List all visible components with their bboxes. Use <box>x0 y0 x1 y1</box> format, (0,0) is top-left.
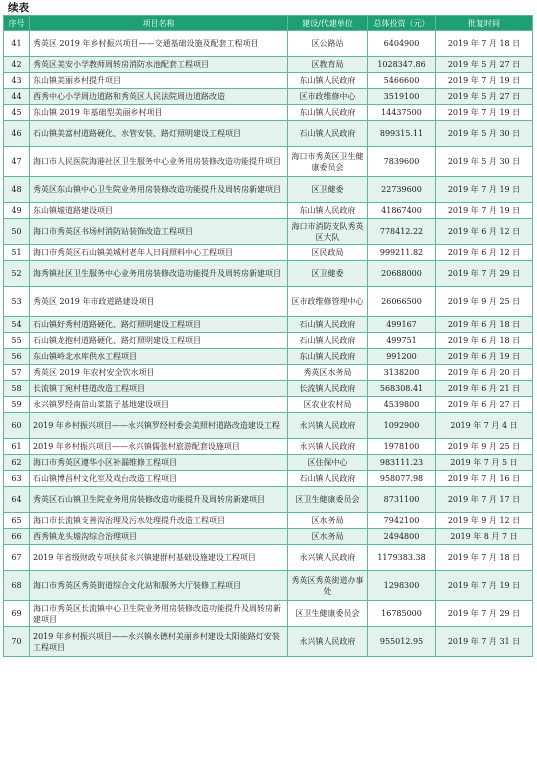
cell-unit: 永兴镇人民政府 <box>288 627 368 657</box>
cell-index: 53 <box>4 287 30 317</box>
header-project-name: 项目名称 <box>30 16 288 31</box>
cell-index: 55 <box>4 333 30 349</box>
cell-investment: 3519100 <box>368 89 436 105</box>
cell-approval-date: 2019 年 6 月 18 日 <box>436 317 533 333</box>
table-row <box>4 397 533 413</box>
cell-unit: 区民政局 <box>288 245 368 261</box>
header-row <box>4 16 533 31</box>
cell-index: 54 <box>4 317 30 333</box>
table-row <box>4 529 533 545</box>
cell-project-name: 海口市长流镇支善沟治理及污水处理提升改造工程项目 <box>30 513 288 529</box>
table-row <box>4 349 533 365</box>
cell-index: 62 <box>4 455 30 471</box>
cell-project-name: 西秀镇龙头墟沟综合治理项目 <box>30 529 288 545</box>
cell-project-name: 西秀中心小学周边道路和秀英区人民法院周边道路改造 <box>30 89 288 105</box>
cell-unit: 区卫生健康委员会 <box>288 601 368 627</box>
cell-project-name: 2019 年乡村振兴项目——永兴镇儒张村旅游配套设施项目 <box>30 439 288 455</box>
table-row <box>4 245 533 261</box>
cell-approval-date: 2019 年 7 月 4 日 <box>436 413 533 439</box>
cell-index: 56 <box>4 349 30 365</box>
cell-index: 49 <box>4 203 30 219</box>
table-body <box>4 31 533 657</box>
table-row <box>4 571 533 601</box>
cell-unit: 永兴镇人民政府 <box>288 545 368 571</box>
table-row <box>4 287 533 317</box>
cell-approval-date: 2019 年 6 月 27 日 <box>436 397 533 413</box>
cell-unit: 东山镇人民政府 <box>288 203 368 219</box>
cell-project-name: 东山镇美丽乡村提升项目 <box>30 73 288 89</box>
cell-project-name: 石山镇美富村道路硬化、水管安装、路灯照明建设工程项目 <box>30 121 288 147</box>
cell-investment: 2494800 <box>368 529 436 545</box>
cell-investment: 958077.98 <box>368 471 436 487</box>
table-row <box>4 513 533 529</box>
cell-investment: 778412.22 <box>368 219 436 245</box>
cell-project-name: 永兴镇罗经南苗山菜篮子基地建设项目 <box>30 397 288 413</box>
cell-approval-date: 2019 年 8 月 7 日 <box>436 529 533 545</box>
cell-project-name: 海口市秀英区秀英街道综合文化站和服务大厅装修工程项目 <box>30 571 288 601</box>
cell-unit: 石山镇人民政府 <box>288 317 368 333</box>
continued-table-title: 续表 <box>8 2 29 14</box>
cell-approval-date: 2019 年 7 月 16 日 <box>436 471 533 487</box>
cell-investment: 568308.41 <box>368 381 436 397</box>
cell-investment: 16785000 <box>368 601 436 627</box>
cell-unit: 区教育局 <box>288 57 368 73</box>
cell-project-name: 海口市秀英区书场村消防站装饰改造工程项目 <box>30 219 288 245</box>
cell-project-name: 秀英区东山镇中心卫生院业务用房装修改造功能提升及周转房新建项目 <box>30 177 288 203</box>
cell-project-name: 石山镇好秀村道路硬化、路灯照明建设工程项目 <box>30 317 288 333</box>
cell-project-name: 长流镇丁宛村巷道改造工程项目 <box>30 381 288 397</box>
cell-investment: 999211.82 <box>368 245 436 261</box>
cell-unit: 区公路站 <box>288 31 368 57</box>
table-row <box>4 413 533 439</box>
cell-approval-date: 2019 年 7 月 19 日 <box>436 203 533 219</box>
cell-index: 64 <box>4 487 30 513</box>
cell-unit: 区卫健委 <box>288 177 368 203</box>
cell-project-name: 海口市秀英区长流镇中心卫生院业务用房装修改造功能提升及周转房新建项目 <box>30 601 288 627</box>
table-row <box>4 471 533 487</box>
cell-unit: 永兴镇人民政府 <box>288 413 368 439</box>
cell-index: 67 <box>4 545 30 571</box>
cell-investment: 1298300 <box>368 571 436 601</box>
table-row <box>4 381 533 397</box>
table-row <box>4 439 533 455</box>
cell-approval-date: 2019 年 9 月 25 日 <box>436 439 533 455</box>
cell-approval-date: 2019 年 6 月 12 日 <box>436 245 533 261</box>
cell-index: 47 <box>4 147 30 177</box>
cell-approval-date: 2019 年 6 月 21 日 <box>436 381 533 397</box>
cell-project-name: 石山镇博昌村文化室及戏台改造工程项目 <box>30 471 288 487</box>
cell-index: 44 <box>4 89 30 105</box>
cell-unit: 区卫健委 <box>288 261 368 287</box>
table-row <box>4 89 533 105</box>
cell-index: 46 <box>4 121 30 147</box>
cell-unit: 秀英区秀英街道办事处 <box>288 571 368 601</box>
project-table <box>3 15 533 657</box>
table-row <box>4 57 533 73</box>
cell-unit: 东山镇人民政府 <box>288 349 368 365</box>
cell-project-name: 秀英区 2019 年农村安全饮水项目 <box>30 365 288 381</box>
table-row <box>4 147 533 177</box>
cell-investment: 499751 <box>368 333 436 349</box>
cell-unit: 石山镇人民政府 <box>288 471 368 487</box>
cell-investment: 991200 <box>368 349 436 365</box>
cell-investment: 955012.95 <box>368 627 436 657</box>
cell-index: 48 <box>4 177 30 203</box>
cell-approval-date: 2019 年 6 月 20 日 <box>436 365 533 381</box>
cell-approval-date: 2019 年 7 月 29 日 <box>436 261 533 287</box>
cell-investment: 20688000 <box>368 261 436 287</box>
cell-project-name: 2019 年乡村振兴项目——永兴镇罗经村委会美照村道路改造建设工程 <box>30 413 288 439</box>
cell-project-name: 秀英区 2019 年乡村振兴项目——交通基础设施及配套工程项目 <box>30 31 288 57</box>
cell-investment: 41867400 <box>368 203 436 219</box>
cell-project-name: 秀英区美安小学教师周转房消防水池配套工程项目 <box>30 57 288 73</box>
cell-unit: 区住保中心 <box>288 455 368 471</box>
cell-unit: 东山镇人民政府 <box>288 105 368 121</box>
cell-investment: 22739600 <box>368 177 436 203</box>
table-header <box>4 16 533 31</box>
table-row <box>4 203 533 219</box>
cell-unit: 石山镇人民政府 <box>288 333 368 349</box>
cell-unit: 海口市秀英区卫生健康委员会 <box>288 147 368 177</box>
cell-project-name: 东山镇 2019 年基础型美丽乡村项目 <box>30 105 288 121</box>
cell-index: 42 <box>4 57 30 73</box>
header-investment: 总体投资（元） <box>368 16 436 31</box>
cell-approval-date: 2019 年 7 月 19 日 <box>436 105 533 121</box>
table-row <box>4 601 533 627</box>
cell-unit: 长流镇人民政府 <box>288 381 368 397</box>
cell-approval-date: 2019 年 6 月 18 日 <box>436 333 533 349</box>
cell-investment: 7942100 <box>368 513 436 529</box>
cell-approval-date: 2019 年 7 月 19 日 <box>436 177 533 203</box>
cell-approval-date: 2019 年 7 月 19 日 <box>436 571 533 601</box>
table-row <box>4 121 533 147</box>
header-unit: 建设/代建单位 <box>288 16 368 31</box>
cell-index: 65 <box>4 513 30 529</box>
table-row <box>4 73 533 89</box>
cell-unit: 海口市消防支队秀英区大队 <box>288 219 368 245</box>
table-row <box>4 627 533 657</box>
table-row <box>4 31 533 57</box>
cell-project-name: 2019 年乡村振兴项目——永兴镇永德村美丽乡村建设太阳能路灯安装工程项目 <box>30 627 288 657</box>
cell-index: 68 <box>4 571 30 601</box>
cell-investment: 3138200 <box>368 365 436 381</box>
cell-unit: 区市政维修中心 <box>288 89 368 105</box>
cell-unit: 区水务局 <box>288 513 368 529</box>
table-row <box>4 545 533 571</box>
cell-approval-date: 2019 年 5 月 30 日 <box>436 121 533 147</box>
cell-investment: 6404900 <box>368 31 436 57</box>
cell-approval-date: 2019 年 7 月 19 日 <box>436 73 533 89</box>
table-row <box>4 365 533 381</box>
cell-investment: 1179383.38 <box>368 545 436 571</box>
cell-approval-date: 2019 年 9 月 12 日 <box>436 513 533 529</box>
cell-index: 60 <box>4 413 30 439</box>
cell-approval-date: 2019 年 7 月 31 日 <box>436 627 533 657</box>
cell-approval-date: 2019 年 7 月 5 日 <box>436 455 533 471</box>
cell-investment: 899315.11 <box>368 121 436 147</box>
cell-approval-date: 2019 年 7 月 17 日 <box>436 487 533 513</box>
table-row <box>4 105 533 121</box>
cell-index: 43 <box>4 73 30 89</box>
cell-index: 52 <box>4 261 30 287</box>
cell-investment: 1978100 <box>368 439 436 455</box>
cell-project-name: 海口市秀英区石山镇美城村老年人日间照料中心工程项目 <box>30 245 288 261</box>
cell-index: 57 <box>4 365 30 381</box>
table-row <box>4 261 533 287</box>
cell-investment: 7839600 <box>368 147 436 177</box>
cell-approval-date: 2019 年 9 月 25 日 <box>436 287 533 317</box>
cell-approval-date: 2019 年 5 月 30 日 <box>436 147 533 177</box>
header-index: 序号 <box>4 16 30 31</box>
cell-unit: 区卫生健康委员会 <box>288 487 368 513</box>
cell-approval-date: 2019 年 6 月 12 日 <box>436 219 533 245</box>
cell-unit: 石山镇人民政府 <box>288 121 368 147</box>
table-row <box>4 219 533 245</box>
cell-index: 58 <box>4 381 30 397</box>
cell-index: 41 <box>4 31 30 57</box>
cell-index: 59 <box>4 397 30 413</box>
cell-index: 50 <box>4 219 30 245</box>
cell-investment: 26066500 <box>368 287 436 317</box>
cell-investment: 14437500 <box>368 105 436 121</box>
cell-index: 69 <box>4 601 30 627</box>
cell-investment: 8731100 <box>368 487 436 513</box>
header-approval-date: 批复时间 <box>436 16 533 31</box>
cell-project-name: 秀英区 2019 年市政道路建设项目 <box>30 287 288 317</box>
cell-project-name: 秀英区石山镇卫生院业务用房装修改造功能提升及周转房新建项目 <box>30 487 288 513</box>
cell-index: 61 <box>4 439 30 455</box>
cell-investment: 4539800 <box>368 397 436 413</box>
cell-approval-date: 2019 年 5 月 27 日 <box>436 89 533 105</box>
cell-index: 66 <box>4 529 30 545</box>
cell-approval-date: 2019 年 7 月 29 日 <box>436 601 533 627</box>
cell-index: 70 <box>4 627 30 657</box>
cell-investment: 1092900 <box>368 413 436 439</box>
cell-investment: 983111.23 <box>368 455 436 471</box>
cell-index: 63 <box>4 471 30 487</box>
cell-unit: 东山镇人民政府 <box>288 73 368 89</box>
cell-project-name: 海口市人民医院海港社区卫生服务中心业务用房装修改造功能提升项目 <box>30 147 288 177</box>
cell-unit: 区水务局 <box>288 529 368 545</box>
cell-index: 51 <box>4 245 30 261</box>
cell-unit: 区市政维修管理中心 <box>288 287 368 317</box>
cell-project-name: 海口市秀英区遵华小区补漏维修工程项目 <box>30 455 288 471</box>
table-row <box>4 317 533 333</box>
table-row <box>4 333 533 349</box>
cell-investment: 499167 <box>368 317 436 333</box>
cell-unit: 秀英区水务局 <box>288 365 368 381</box>
table-row <box>4 177 533 203</box>
cell-approval-date: 2019 年 7 月 18 日 <box>436 31 533 57</box>
cell-investment: 5466600 <box>368 73 436 89</box>
cell-project-name: 东山镇岭北水库供水工程项目 <box>30 349 288 365</box>
cell-project-name: 2019 年省级财政专项扶贫永兴镇建群村基础设施建设工程项目 <box>30 545 288 571</box>
cell-project-name: 海秀镇社区卫生服务中心业务用房装修改造功能提升及周转房新建项目 <box>30 261 288 287</box>
table-row <box>4 455 533 471</box>
cell-investment: 1028347.86 <box>368 57 436 73</box>
cell-unit: 永兴镇人民政府 <box>288 439 368 455</box>
table-row <box>4 487 533 513</box>
cell-approval-date: 2019 年 6 月 19 日 <box>436 349 533 365</box>
cell-approval-date: 2019 年 7 月 18 日 <box>436 545 533 571</box>
cell-project-name: 东山镇墟道路建设项目 <box>30 203 288 219</box>
cell-approval-date: 2019 年 5 月 27 日 <box>436 57 533 73</box>
cell-index: 45 <box>4 105 30 121</box>
cell-unit: 区农业农村局 <box>288 397 368 413</box>
cell-project-name: 石山镇龙抱村道路硬化、路灯照明建设工程项目 <box>30 333 288 349</box>
